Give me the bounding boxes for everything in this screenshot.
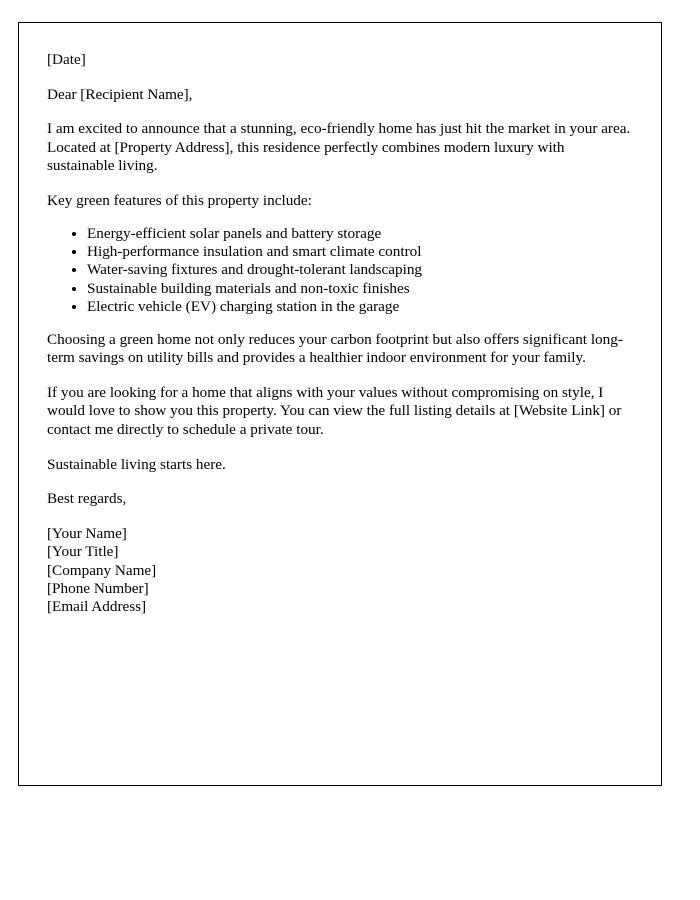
- features-heading: Key green features of this property include:: [47, 191, 312, 209]
- signature-company: [Company Name]: [47, 561, 157, 579]
- list-item: • Electric vehicle (EV) charging station in the garage: [87, 298, 631, 316]
- salutation-line: Dear [Recipient Name],: [47, 85, 193, 103]
- intro-paragraph: I am excited to announce that a stunning, eco-friendly home has just hit the market in your area. Located at [Property Address], this residence perfectly combines modern luxury with sustainable living.: [47, 120, 631, 175]
- call-to-action-paragraph: If you are looking for a home that aligns with your values without compromising on style, I would love to show you this property. You can view the full listing details at [Website Link] or contact me directly to schedule a private tour.: [47, 383, 622, 438]
- list-item: • Sustainable building materials and non-toxic finishes: [87, 280, 631, 298]
- signature-name: [Your Name]: [47, 524, 127, 542]
- green-features-list: [47, 225, 631, 317]
- closing-tagline: Sustainable living starts here.: [47, 455, 226, 473]
- letter-border-frame: [18, 22, 662, 786]
- signature-block: [47, 525, 631, 617]
- signature-phone: [Phone Number]: [47, 579, 149, 597]
- list-item: • Water-saving fixtures and drought-tolerant landscaping: [87, 261, 631, 279]
- closing-line: Best regards,: [47, 490, 127, 508]
- list-item: • High-performance insulation and smart climate control: [87, 243, 631, 261]
- letter-content: [19, 23, 661, 617]
- date-line: [Date]: [47, 51, 86, 68]
- list-item: • Energy-efficient solar panels and battery storage: [87, 225, 631, 243]
- benefits-paragraph: Choosing a green home not only reduces your carbon footprint but also offers significant long-term savings on utility bills and provides a healthier indoor environment for your family.: [47, 330, 623, 367]
- signature-email: [Email Address]: [47, 598, 147, 616]
- signature-title: [Your Title]: [47, 543, 119, 561]
